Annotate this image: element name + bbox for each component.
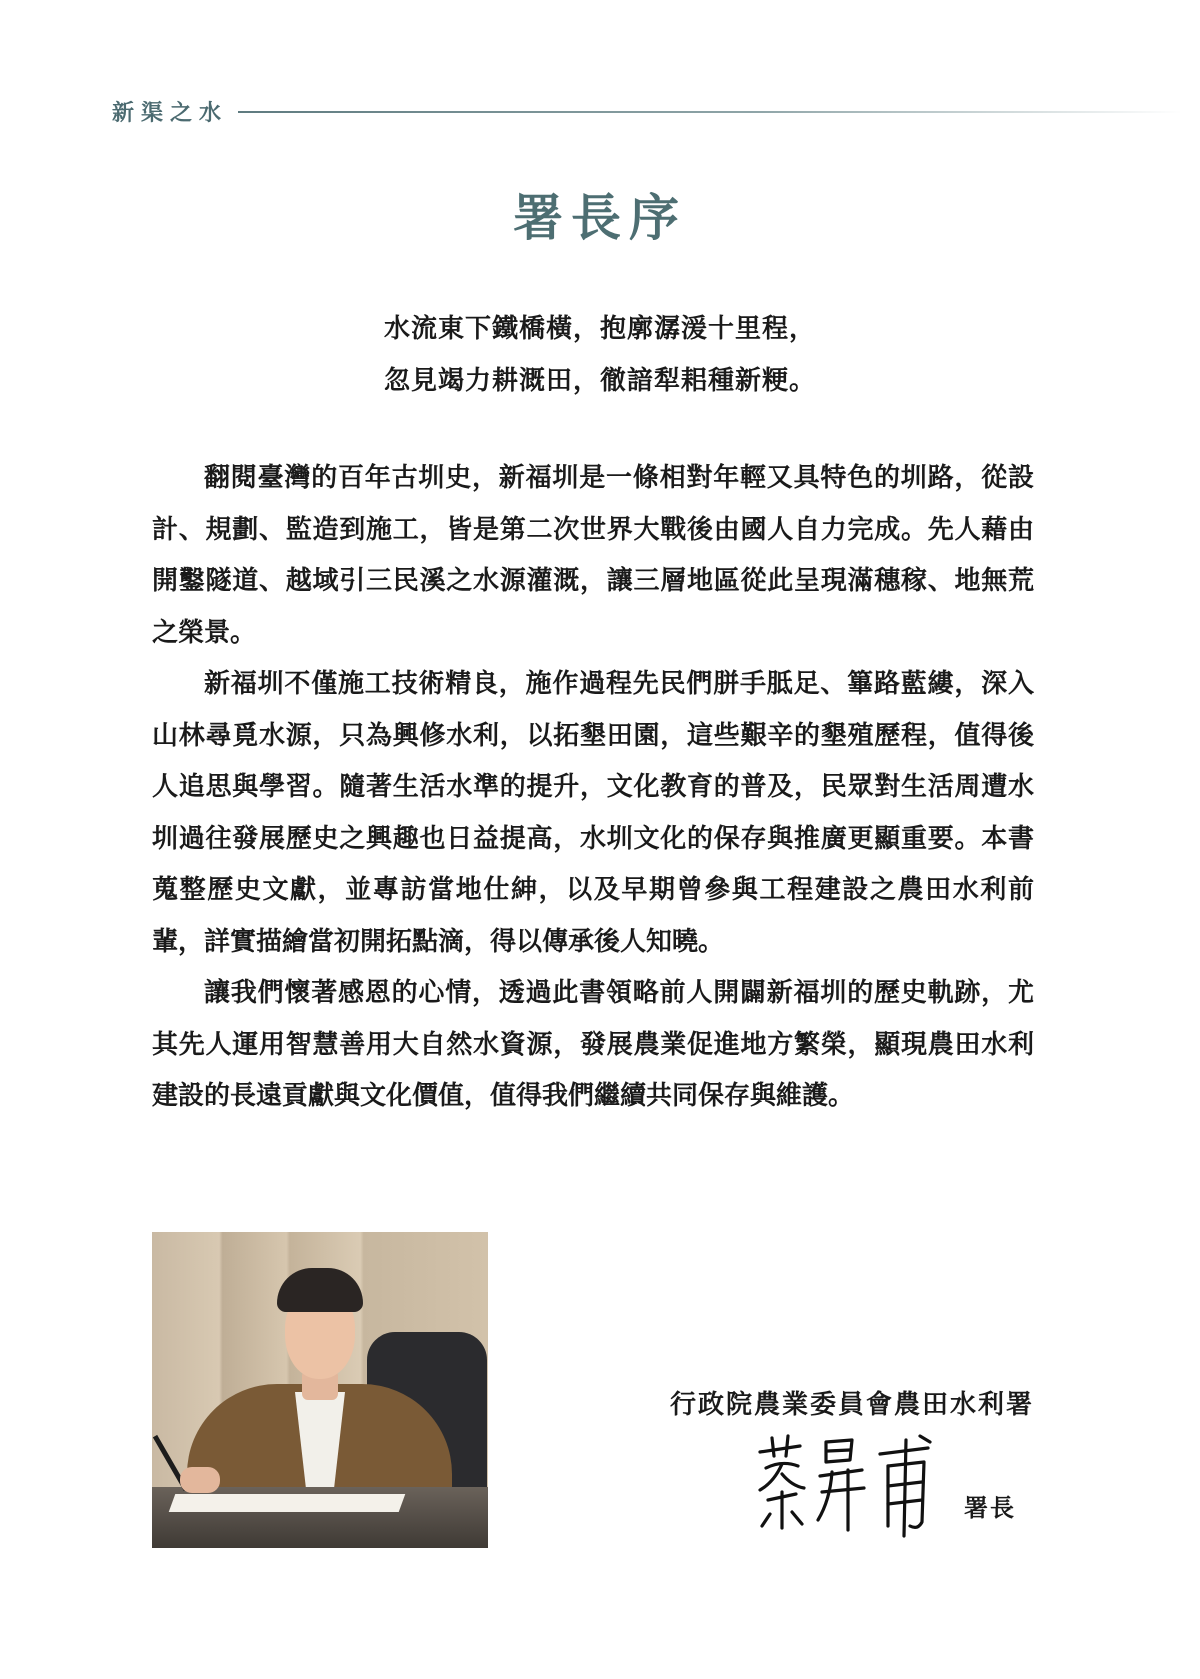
paragraph: 翻閱臺灣的百年古圳史，新福圳是一條相對年輕又具特色的圳路，從設計、規劃、監造到施工，皆是第二次世界大戰後由國人自力完成。先人藉由開鑿隧道、越域引三民溪之水源灌溉，讓三層地區從此呈現滿穗稼、地無荒之榮景。 [152,463,1034,648]
document-on-desk [169,1494,406,1512]
preface-body [152,453,1034,1123]
paragraph: 讓我們懷著感恩的心情，透過此書領略前人開闢新福圳的歷史軌跡，尤其先人運用智慧善用大自然水資源，發展農業促進地方繁榮，顯現農田水利建設的長遠貢獻與文化價值，值得我們繼續共同保存與維護。 [152,978,1034,1111]
poem-line: 水流東下鐵橋橫，抱廓潺湲十里程， [383,314,816,344]
signatory-position: 署長 [964,1493,1016,1522]
director-portrait-photo [152,1232,488,1548]
hand [180,1467,220,1493]
running-header [112,96,1182,127]
book-title: 新渠之水 [112,101,229,126]
paragraph: 新福圳不僅施工技術精良，施作過程先民們胼手胝足、篳路藍縷，深入山林尋覓水源，只為興修水利，以拓墾田園，這些艱辛的墾殖歷程，值得後人追思與學習。隨著生活水準的提升，文化教育的普及，民眾對生活周遭水圳過往發展歷史之興趣也日益提高，水圳文化的保存與推廣更顯重要。本書蒐整歷史文獻，並專訪當地仕紳，以及早期曾參與工程建設之農田水利前輩，詳實描繪當初開拓點滴，得以傳承後人知曉。 [152,669,1034,957]
hair [277,1268,363,1312]
poem-line: 忽見竭力耕溉田，徹諳犁耜種新粳。 [383,366,816,396]
page-title: 署長序 [513,188,687,247]
opening-poem [0,303,1200,407]
header-divider [238,111,1182,113]
handwritten-signature [752,1430,952,1540]
organization-name: 行政院農業委員會農田水利署 [669,1390,1034,1420]
